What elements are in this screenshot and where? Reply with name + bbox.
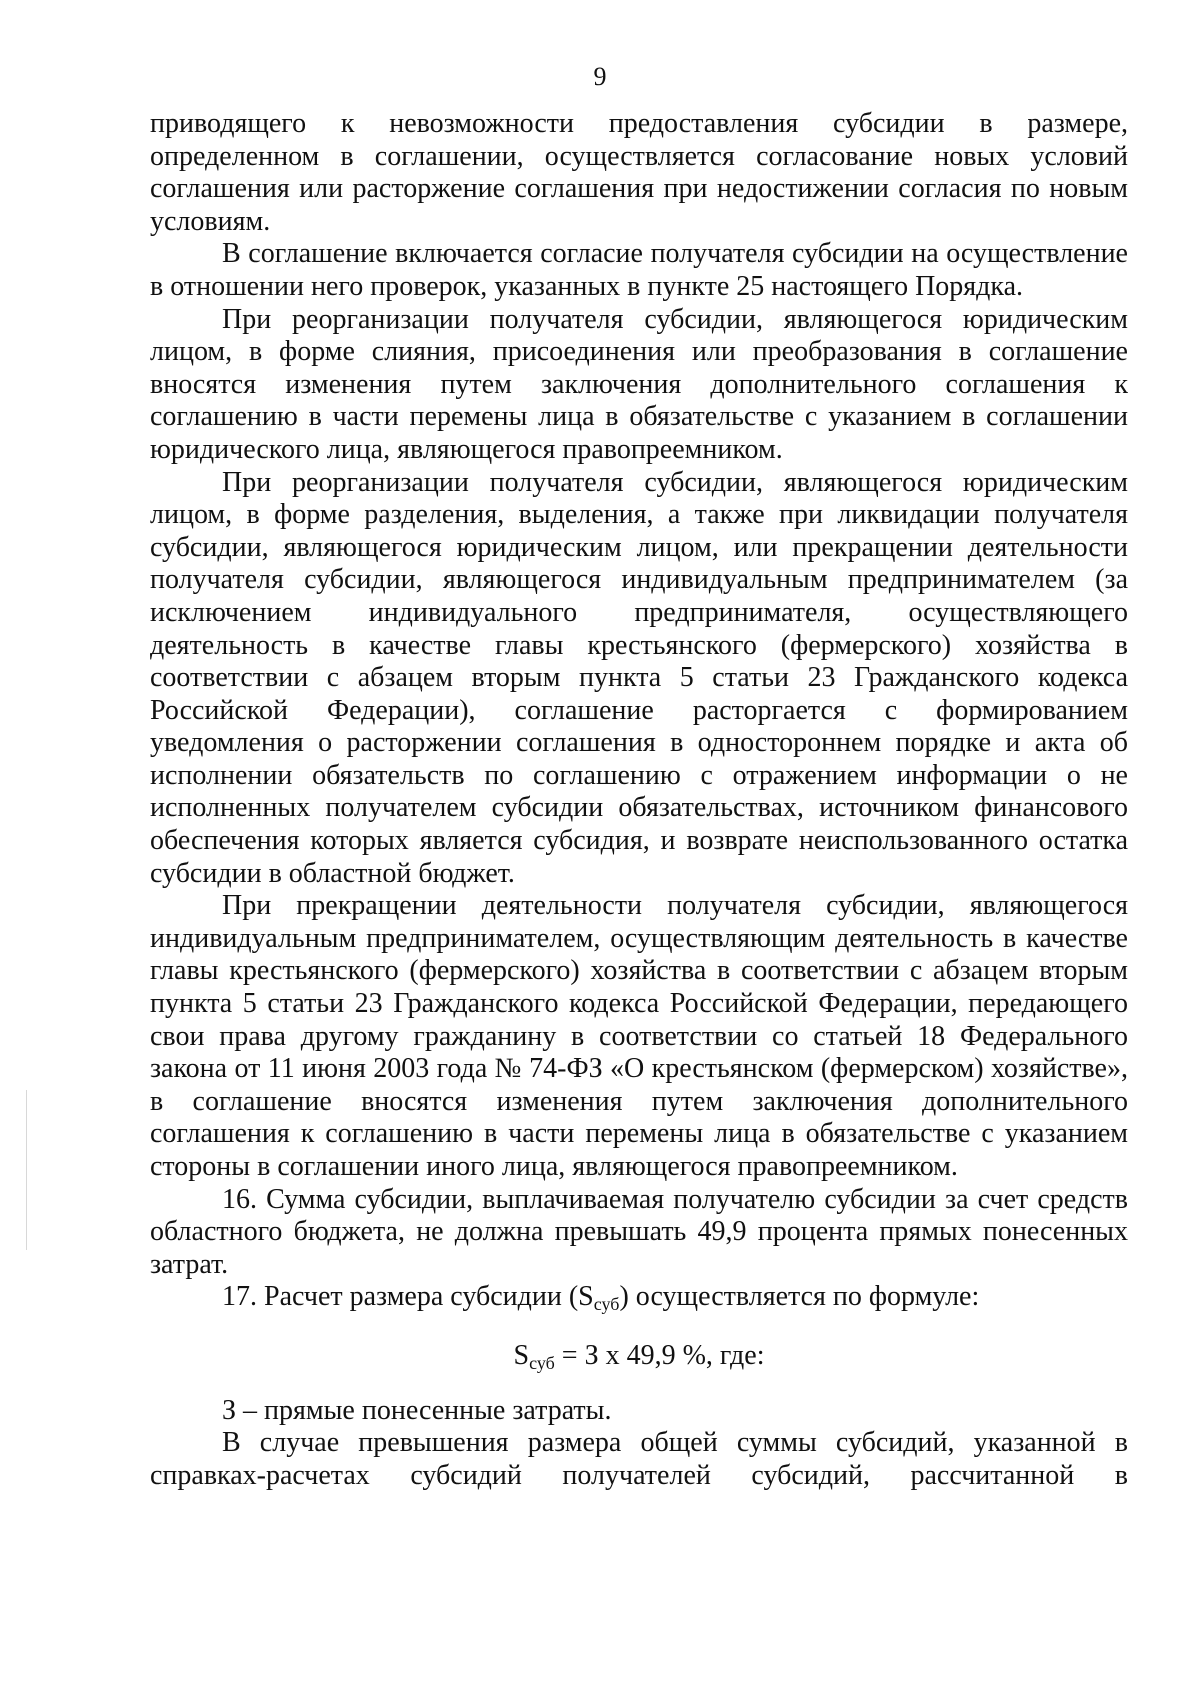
paragraph-consent-inspections: В соглашение включается согласие получателя субсидии на осуществление в отношении него проверок, указанных в пункте 25 настоящего Порядка. [150, 238, 1128, 302]
paragraph-farm-termination: При прекращении деятельности получателя субсидии, являющегося индивидуальным предпринимателем, осуществляющим деятельность в качестве главы крестьянского (фермерского) хозяйства в соответствии с абзацем вторым пункта 5 статьи 23 Гражданского кодекса Российской Федерации, передающего свои права другому гражданину в соответствии со статьей 18 Федерального закона от 11 июня 2003 года № 74-ФЗ «О крестьянском (фермерском) хозяйстве», в соглашение вносятся изменения путем заключения дополнительного соглашения к соглашению в части перемены лица в обязательстве с указанием стороны в соглашении иного лица, являющегося правопреемником. [150, 890, 1128, 1182]
paragraph-reorganization-division: При реорганизации получателя субсидии, являющегося юридическим лицом, в форме разделения, выделения, а также при ликвидации получателя субсидии, являющегося юридическим лицом, или прекращении деятельности получателя субсидии, являющегося индивидуальным предпринимателем (за исключением индивидуального предпринимателя, осуществляющего деятельность в качестве главы крестьянского (фермерского) хозяйства в соответствии с абзацем вторым пункта 5 статьи 23 Гражданского кодекса Российской Федерации), соглашение расторгается с формированием уведомления о расторжении соглашения в одностороннем порядке и акта об исполнении обязательств по соглашению с отражением информации о не исполненных получателем субсидии обязательствах, источником финансового обеспечения которых является субсидия, и возврате неиспользованного остатка субсидии в областной бюджет. [150, 466, 1128, 889]
item-17-text-after: ) осуществляется по формуле: [619, 1281, 980, 1313]
formula-expression: = З х 49,9 %, где: [554, 1339, 765, 1371]
item-17-text-before: 17. Расчет размера субсидии (S [222, 1281, 594, 1313]
item-17-subscript: суб [593, 1294, 620, 1315]
paragraph-reorganization-merger: При реорганизации получателя субсидии, являющегося юридическим лицом, в форме слияния, присоединения или преобразования в соглашение вносятся изменения путем заключения дополнительного соглашения к соглашению в части перемены лица в обязательстве с указанием в соглашении юридического лица, являющегося правопреемником. [150, 303, 1128, 465]
paragraph-item-16: 16. Сумма субсидии, выплачиваемая получателю субсидии за счет средств областного бюджета, не должна превышать 49,9 процента прямых понесенных затрат. [150, 1183, 1128, 1280]
document-body [150, 108, 1128, 1492]
scan-margin-line [26, 1090, 27, 1250]
paragraph-item-17 [150, 1281, 1128, 1314]
paragraph-excess-subsidies: В случае превышения размера общей суммы субсидий, указанной в справках-расчетах субсидий получателей субсидий, рассчитанной в [150, 1427, 1128, 1491]
paragraph-continuation: приводящего к невозможности предоставления субсидии в размере, определенном в соглашении, осуществляется согласование новых условий соглашения или расторжение соглашения при недостижении согласия по новым условиям. [150, 108, 1128, 237]
subsidy-formula [150, 1314, 1128, 1395]
page-number: 9 [593, 62, 607, 91]
formula-symbol: S [513, 1339, 530, 1371]
formula-subscript: суб [529, 1352, 555, 1373]
definition-direct-costs: З – прямые понесенные затраты. [222, 1394, 612, 1426]
